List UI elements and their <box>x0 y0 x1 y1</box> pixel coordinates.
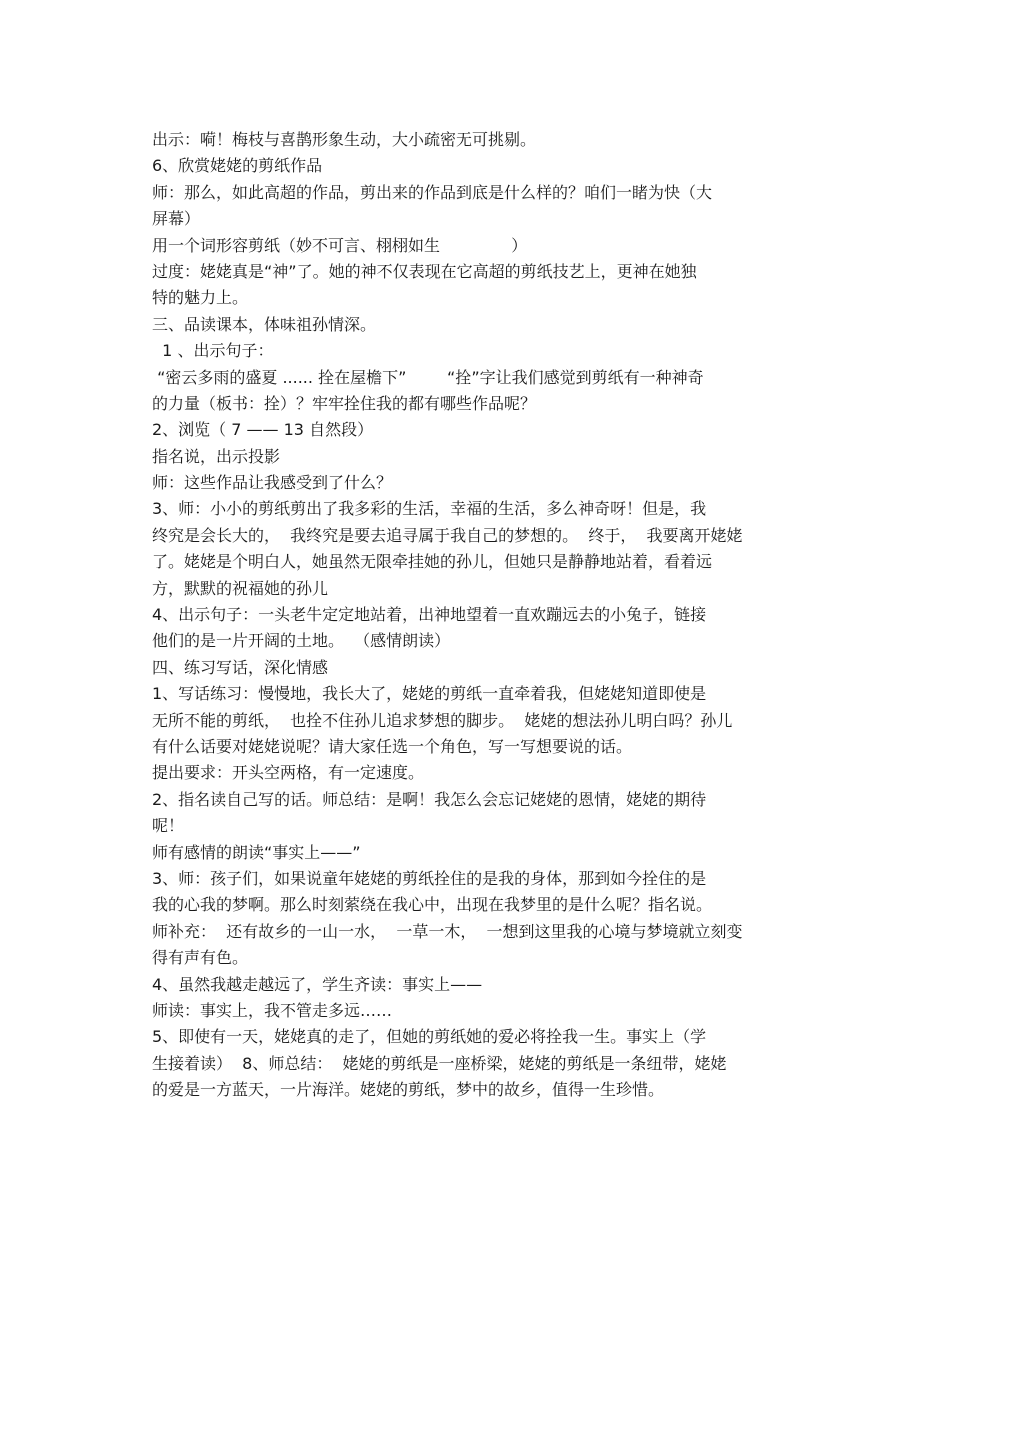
text-line: 特的魅力上。 <box>152 288 249 308</box>
text-line: 的爱是一方蓝天，一片海洋。姥姥的剪纸，梦中的故乡，值得一生珍惜。 <box>152 1080 665 1100</box>
text-line: 出示：嗬！梅枝与喜鹊形象生动，大小疏密无可挑剔。 <box>152 130 537 149</box>
text-line: 师读：事实上，我不管走多远…… <box>152 1000 393 1020</box>
text-line: 得有声有色。 <box>152 948 249 968</box>
list-item: 2、浏览（ 7 —— 13 自然段） <box>152 420 374 440</box>
text-line: 师：这些作品让我感受到了什么？ <box>152 473 393 493</box>
text-line: 他们的是一片开阔的土地。 （感情朗读） <box>152 631 451 651</box>
text-line: “密云多雨的盛夏 ...... 拴在屋檐下” “拴”字让我们感觉到剪纸有一种神奇 <box>152 367 704 387</box>
text-line: 呢！ <box>152 816 185 836</box>
section-heading: 四、练习写话，深化情感 <box>152 657 329 677</box>
text-line: 师：那么，如此高超的作品，剪出来的作品到底是什么样的？咱们一睹为快（大 <box>152 182 713 202</box>
text-line: 屏幕） <box>152 209 201 229</box>
text-line: 无所不能的剪纸， 也拴不住孙儿追求梦想的脚步。 姥姥的想法孙儿明白吗？孙儿 <box>152 710 733 730</box>
text-line: 过度：姥姥真是“神”了。她的神不仅表现在它高超的剪纸技艺上，更神在她独 <box>152 261 697 281</box>
text-line: 了。姥姥是个明白人，她虽然无限牵挂她的孙儿，但她只是静静地站着，看着远 <box>152 552 713 572</box>
text-line: 我的心我的梦啊。那么时刻萦绕在我心中，出现在我梦里的是什么呢？指名说。 <box>152 895 713 915</box>
list-item: 1、写话练习：慢慢地，我长大了，姥姥的剪纸一直牵着我，但姥姥知道即使是 <box>152 684 707 704</box>
text-line: 方，默默的祝福她的孙儿 <box>152 578 329 598</box>
text-line: 指名说，出示投影 <box>152 446 281 466</box>
list-item: 3、师：孩子们，如果说童年姥姥的剪纸拴住的是我的身体，那到如今拴住的是 <box>152 868 707 888</box>
text-line: 师补充： 还有故乡的一山一水， 一草一木， 一想到这里我的心境与梦境就立刻变 <box>152 921 743 941</box>
list-item: 1 、出示句子： <box>152 341 274 361</box>
list-item: 2、指名读自己写的话。师总结：是啊！我怎么会忘记姥姥的恩情，姥姥的期待 <box>152 789 707 809</box>
section-heading: 三、品读课本，体味祖孙情深。 <box>152 314 377 334</box>
text-line: 终究是会长大的， 我终究是要去追寻属于我自己的梦想的。 终于， 我要离开姥姥 <box>152 525 743 545</box>
text-line: 生接着读） 8、师总结： 姥姥的剪纸是一座桥梁，姥姥的剪纸是一条纽带，姥姥 <box>152 1053 727 1073</box>
text-line: 师有感情的朗读“事实上——” <box>152 842 361 862</box>
text-line: 用一个词形容剪纸（妙不可言、栩栩如生 ） <box>152 235 528 255</box>
section-heading: 6、欣赏姥姥的剪纸作品 <box>152 156 323 176</box>
text-line: 提出要求：开头空两格，有一定速度。 <box>152 763 425 783</box>
list-item: 5、即使有一天，姥姥真的走了，但她的剪纸她的爱必将拴我一生。事实上（学 <box>152 1027 707 1047</box>
list-item: 3、师：小小的剪纸剪出了我多彩的生活，幸福的生活，多么神奇呀！但是，我 <box>152 499 707 519</box>
text-line: 有什么话要对姥姥说呢？请大家任选一个角色，写一写想要说的话。 <box>152 736 633 756</box>
text-line: 的力量（板书：拴）？牢牢拴住我的都有哪些作品呢？ <box>152 393 537 413</box>
list-item: 4、出示句子：一头老牛定定地站着，出神地望着一直欢蹦远去的小兔子，链接 <box>152 605 707 625</box>
document-body <box>152 127 852 1103</box>
list-item: 4、虽然我越走越远了，学生齐读：事实上—— <box>152 974 483 994</box>
